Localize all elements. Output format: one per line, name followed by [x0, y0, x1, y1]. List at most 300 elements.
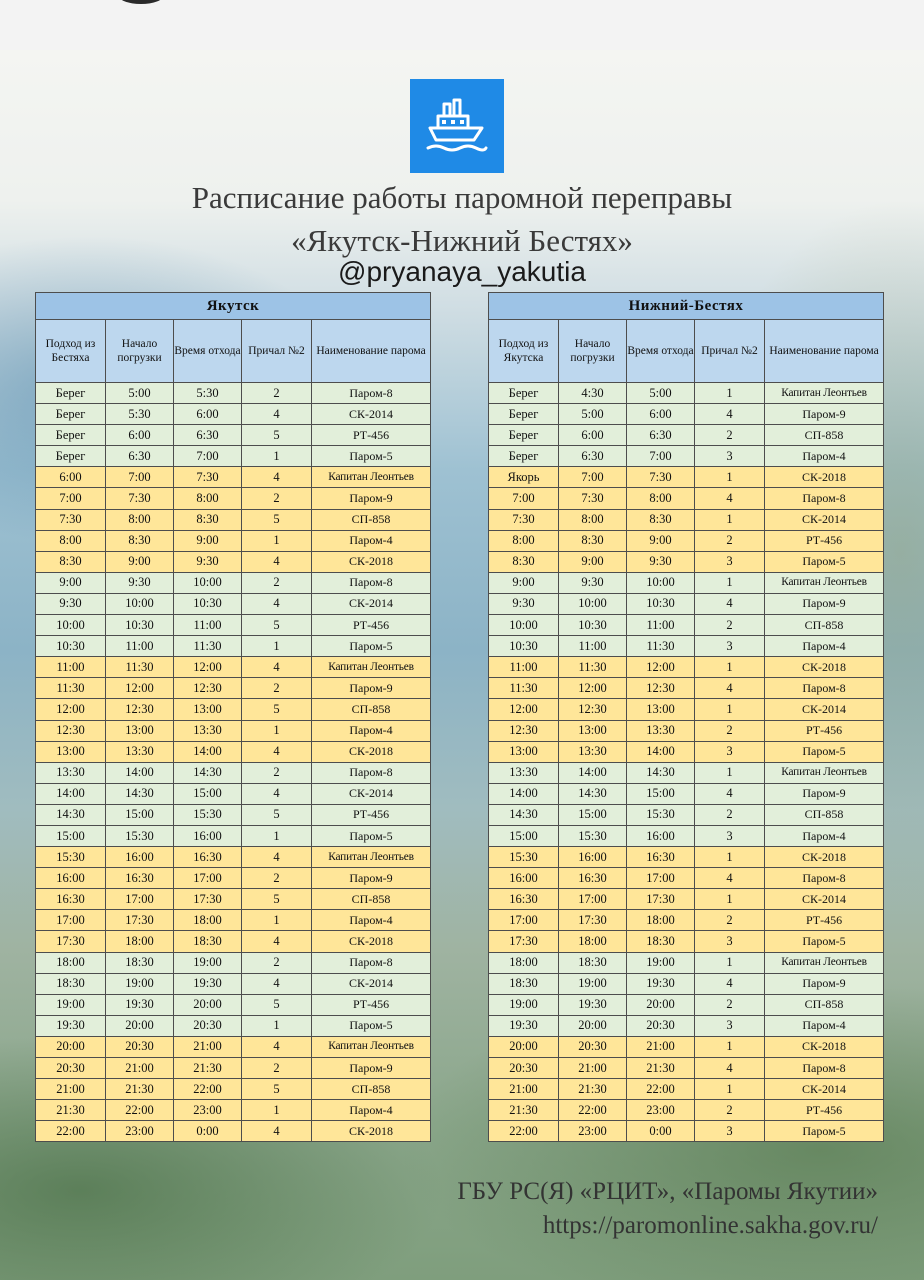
- arrival-cell: 14:00: [489, 783, 559, 804]
- loading-start-cell: 17:30: [106, 910, 174, 931]
- table-row: [489, 741, 884, 762]
- table-row: [36, 509, 431, 530]
- berth-cell: 3: [695, 931, 765, 952]
- berth-cell: 2: [695, 425, 765, 446]
- arrival-cell: 15:00: [36, 825, 106, 846]
- berth-cell: 2: [242, 952, 312, 973]
- ferry-name-cell: Паром-8: [312, 572, 431, 593]
- table-row: [36, 868, 431, 889]
- berth-cell: 4: [242, 1036, 312, 1057]
- arrival-cell: 9:30: [36, 593, 106, 614]
- berth-cell: 4: [242, 847, 312, 868]
- loading-start-cell: 21:00: [106, 1058, 174, 1079]
- arrival-cell: 7:00: [489, 488, 559, 509]
- loading-start-cell: 9:00: [559, 551, 627, 572]
- ferry-name-cell: Паром-8: [312, 762, 431, 783]
- departure-cell: 11:00: [174, 615, 242, 636]
- ferry-name-cell: СП-858: [765, 994, 884, 1015]
- ferry-name-cell: СК-2018: [312, 741, 431, 762]
- berth-cell: 4: [242, 404, 312, 425]
- ferry-name-cell: РТ-456: [765, 530, 884, 551]
- berth-cell: 5: [242, 509, 312, 530]
- departure-cell: 23:00: [174, 1100, 242, 1121]
- loading-start-cell: 19:00: [106, 973, 174, 994]
- ferry-name-cell: СК-2018: [765, 467, 884, 488]
- ferry-name-cell: Паром-9: [765, 593, 884, 614]
- departure-cell: 16:00: [174, 825, 242, 846]
- ferry-name-cell: Паром-9: [765, 783, 884, 804]
- arrival-cell: 10:00: [489, 615, 559, 636]
- departure-cell: 6:00: [627, 404, 695, 425]
- table-row: [36, 1079, 431, 1100]
- berth-cell: 1: [695, 952, 765, 973]
- departure-cell: 17:30: [174, 889, 242, 910]
- table-row: [489, 572, 884, 593]
- loading-start-cell: 19:30: [559, 994, 627, 1015]
- departure-cell: 21:00: [627, 1036, 695, 1057]
- departure-cell: 15:30: [174, 804, 242, 825]
- loading-start-cell: 19:00: [559, 973, 627, 994]
- ferry-name-cell: Капитан Леонтьев: [312, 657, 431, 678]
- departure-cell: 17:30: [627, 889, 695, 910]
- loading-start-cell: 21:30: [559, 1079, 627, 1100]
- berth-cell: 2: [242, 868, 312, 889]
- arrival-cell: 18:00: [36, 952, 106, 973]
- arrival-cell: 10:30: [36, 636, 106, 657]
- berth-cell: 2: [695, 910, 765, 931]
- berth-cell: 4: [695, 1058, 765, 1079]
- ferry-name-cell: СК-2014: [765, 1079, 884, 1100]
- arrival-cell: 14:30: [489, 804, 559, 825]
- arrival-cell: 16:00: [36, 868, 106, 889]
- departure-cell: 22:00: [627, 1079, 695, 1100]
- arrival-cell: 20:30: [36, 1058, 106, 1079]
- ferry-name-cell: Паром-4: [765, 825, 884, 846]
- loading-start-cell: 15:30: [559, 825, 627, 846]
- arrival-cell: 7:30: [489, 509, 559, 530]
- arrival-cell: 16:30: [36, 889, 106, 910]
- ferry-name-cell: Паром-5: [765, 931, 884, 952]
- table-row: [36, 446, 431, 467]
- departure-cell: 11:00: [627, 615, 695, 636]
- loading-start-cell: 12:00: [559, 678, 627, 699]
- ferry-name-cell: СП-858: [765, 615, 884, 636]
- arrival-cell: 6:00: [36, 467, 106, 488]
- table-row: [489, 488, 884, 509]
- table-row: [489, 1121, 884, 1142]
- table-row: [489, 889, 884, 910]
- loading-start-cell: 4:30: [559, 383, 627, 404]
- loading-start-cell: 7:30: [106, 488, 174, 509]
- table-row: [489, 678, 884, 699]
- table-row: [36, 383, 431, 404]
- ferry-name-cell: СК-2014: [765, 699, 884, 720]
- ferry-name-cell: СК-2018: [765, 657, 884, 678]
- departure-cell: 17:00: [627, 868, 695, 889]
- departure-cell: 5:30: [174, 383, 242, 404]
- ferry-name-cell: Паром-8: [312, 383, 431, 404]
- berth-cell: 2: [695, 720, 765, 741]
- berth-cell: 3: [695, 1015, 765, 1036]
- loading-start-cell: 15:00: [559, 804, 627, 825]
- loading-start-cell: 6:30: [106, 446, 174, 467]
- loading-start-cell: 21:30: [106, 1079, 174, 1100]
- table-row: [489, 1100, 884, 1121]
- berth-cell: 1: [695, 572, 765, 593]
- departure-cell: 14:00: [174, 741, 242, 762]
- loading-start-cell: 9:30: [559, 572, 627, 593]
- loading-start-cell: 20:30: [106, 1036, 174, 1057]
- watermark-handle: @pryanaya_yakutia: [338, 256, 586, 287]
- berth-cell: 1: [695, 467, 765, 488]
- departure-cell: 10:30: [174, 593, 242, 614]
- table-row: [36, 404, 431, 425]
- berth-cell: 1: [242, 636, 312, 657]
- departure-cell: 9:30: [627, 551, 695, 572]
- berth-cell: 1: [695, 1079, 765, 1100]
- departure-cell: 21:30: [627, 1058, 695, 1079]
- table-row: [489, 783, 884, 804]
- arrival-cell: 17:00: [489, 910, 559, 931]
- table-row: [36, 741, 431, 762]
- table-row: [36, 804, 431, 825]
- departure-cell: 14:30: [627, 762, 695, 783]
- loading-start-cell: 13:30: [559, 741, 627, 762]
- ferry-name-cell: Паром-4: [765, 636, 884, 657]
- berth-cell: 1: [695, 889, 765, 910]
- arrival-cell: 15:30: [489, 847, 559, 868]
- arrival-cell: 11:30: [489, 678, 559, 699]
- arrival-cell: 18:00: [489, 952, 559, 973]
- table-row: [489, 868, 884, 889]
- berth-cell: 1: [695, 847, 765, 868]
- berth-cell: 1: [242, 530, 312, 551]
- loading-start-cell: 13:00: [559, 720, 627, 741]
- loading-start-cell: 23:00: [106, 1121, 174, 1142]
- loading-start-cell: 18:30: [559, 952, 627, 973]
- arrival-cell: 13:30: [36, 762, 106, 783]
- arrival-cell: Берег: [489, 383, 559, 404]
- table-row: [489, 404, 884, 425]
- table-row: [36, 1015, 431, 1036]
- arrival-cell: 21:00: [36, 1079, 106, 1100]
- departure-cell: 0:00: [627, 1121, 695, 1142]
- table-row: [489, 699, 884, 720]
- ferry-name-cell: СК-2018: [765, 847, 884, 868]
- ferry-name-cell: СП-858: [312, 699, 431, 720]
- table-row: [489, 847, 884, 868]
- berth-cell: 1: [695, 1036, 765, 1057]
- table-row: [489, 615, 884, 636]
- table-row: [489, 804, 884, 825]
- departure-cell: 12:30: [627, 678, 695, 699]
- ferry-name-cell: Паром-9: [765, 973, 884, 994]
- loading-start-cell: 5:00: [106, 383, 174, 404]
- berth-cell: 2: [695, 804, 765, 825]
- loading-start-cell: 20:00: [559, 1015, 627, 1036]
- table-row: [36, 762, 431, 783]
- ferry-name-cell: Паром-5: [765, 551, 884, 572]
- berth-cell: 4: [242, 551, 312, 572]
- loading-start-cell: 6:00: [559, 425, 627, 446]
- berth-cell: 3: [695, 551, 765, 572]
- arrival-cell: 19:00: [489, 994, 559, 1015]
- loading-start-cell: 20:00: [106, 1015, 174, 1036]
- table-row: [489, 383, 884, 404]
- ferry-name-cell: Паром-4: [312, 910, 431, 931]
- loading-start-cell: 16:00: [106, 847, 174, 868]
- ferry-name-cell: СП-858: [765, 804, 884, 825]
- ferry-name-cell: Паром-4: [765, 1015, 884, 1036]
- arrival-cell: 21:00: [489, 1079, 559, 1100]
- column-header: Подход из Якутска: [489, 320, 559, 383]
- berth-cell: 2: [242, 1058, 312, 1079]
- ferry-name-cell: РТ-456: [312, 994, 431, 1015]
- arrival-cell: 12:00: [36, 699, 106, 720]
- ferry-name-cell: Паром-5: [312, 1015, 431, 1036]
- loading-start-cell: 15:30: [106, 825, 174, 846]
- departure-cell: 9:00: [627, 530, 695, 551]
- departure-cell: 8:00: [174, 488, 242, 509]
- ferry-name-cell: СК-2014: [312, 593, 431, 614]
- loading-start-cell: 7:00: [106, 467, 174, 488]
- berth-cell: 1: [695, 699, 765, 720]
- departure-cell: 21:30: [174, 1058, 242, 1079]
- loading-start-cell: 9:00: [106, 551, 174, 572]
- ferry-name-cell: СК-2014: [312, 973, 431, 994]
- loading-start-cell: 7:00: [559, 467, 627, 488]
- berth-cell: 1: [695, 509, 765, 530]
- arrival-cell: 14:30: [36, 804, 106, 825]
- loading-start-cell: 10:00: [559, 593, 627, 614]
- berth-cell: 1: [242, 446, 312, 467]
- arrival-cell: 17:00: [36, 910, 106, 931]
- ferry-name-cell: Паром-8: [765, 678, 884, 699]
- loading-start-cell: 13:00: [106, 720, 174, 741]
- loading-start-cell: 11:30: [106, 657, 174, 678]
- arrival-cell: 16:30: [489, 889, 559, 910]
- arrival-cell: 10:00: [36, 615, 106, 636]
- berth-cell: 2: [242, 678, 312, 699]
- table-row: [489, 720, 884, 741]
- berth-cell: 4: [695, 973, 765, 994]
- footer-url: https://paromonline.sakha.gov.ru/: [542, 1212, 878, 1239]
- departure-cell: 23:00: [627, 1100, 695, 1121]
- departure-cell: 9:30: [174, 551, 242, 572]
- table-row: [489, 530, 884, 551]
- loading-start-cell: 11:00: [106, 636, 174, 657]
- loading-start-cell: 17:00: [559, 889, 627, 910]
- departure-cell: 20:00: [627, 994, 695, 1015]
- table-row: [489, 467, 884, 488]
- column-header: Время отхода: [627, 320, 695, 383]
- arrival-cell: 12:00: [489, 699, 559, 720]
- arrival-cell: 18:30: [36, 973, 106, 994]
- departure-cell: 18:30: [627, 931, 695, 952]
- arrival-cell: 20:30: [489, 1058, 559, 1079]
- ferry-name-cell: СК-2018: [765, 1036, 884, 1057]
- arrival-cell: Берег: [489, 446, 559, 467]
- ferry-logo: [410, 79, 504, 173]
- ferry-name-cell: Капитан Леонтьев: [765, 383, 884, 404]
- berth-cell: 3: [695, 825, 765, 846]
- berth-cell: 1: [695, 657, 765, 678]
- ferry-name-cell: Капитан Леонтьев: [765, 952, 884, 973]
- arrival-cell: 13:00: [489, 741, 559, 762]
- berth-cell: 4: [695, 488, 765, 509]
- table-row: [36, 425, 431, 446]
- berth-cell: 5: [242, 615, 312, 636]
- berth-cell: 4: [695, 678, 765, 699]
- ferry-name-cell: Капитан Леонтьев: [312, 1036, 431, 1057]
- departure-cell: 18:30: [174, 931, 242, 952]
- departure-cell: 12:00: [627, 657, 695, 678]
- ferry-name-cell: РТ-456: [765, 1100, 884, 1121]
- table-row: [36, 615, 431, 636]
- arrival-cell: 21:30: [489, 1100, 559, 1121]
- berth-cell: 5: [242, 994, 312, 1015]
- loading-start-cell: 16:30: [559, 868, 627, 889]
- loading-start-cell: 5:00: [559, 404, 627, 425]
- departure-cell: 14:00: [627, 741, 695, 762]
- ferry-name-cell: РТ-456: [765, 720, 884, 741]
- loading-start-cell: 10:00: [106, 593, 174, 614]
- departure-cell: 11:30: [174, 636, 242, 657]
- table-row: [489, 762, 884, 783]
- loading-start-cell: 13:30: [106, 741, 174, 762]
- arrival-cell: Якорь: [489, 467, 559, 488]
- table-row: [36, 889, 431, 910]
- loading-start-cell: 18:30: [106, 952, 174, 973]
- berth-cell: 2: [242, 488, 312, 509]
- arrival-cell: 13:00: [36, 741, 106, 762]
- ferry-name-cell: Паром-5: [312, 825, 431, 846]
- ferry-name-cell: Паром-4: [765, 446, 884, 467]
- ferry-name-cell: СП-858: [312, 509, 431, 530]
- loading-start-cell: 21:00: [559, 1058, 627, 1079]
- berth-cell: 2: [695, 1100, 765, 1121]
- ferry-name-cell: Паром-8: [765, 1058, 884, 1079]
- table-row: [36, 530, 431, 551]
- departure-cell: 12:30: [174, 678, 242, 699]
- table-row: [489, 593, 884, 614]
- status-indicator: [118, 0, 164, 4]
- column-header: Время отхода: [174, 320, 242, 383]
- arrival-cell: 14:00: [36, 783, 106, 804]
- loading-start-cell: 14:00: [106, 762, 174, 783]
- loading-start-cell: 22:00: [559, 1100, 627, 1121]
- berth-cell: 3: [695, 1121, 765, 1142]
- departure-cell: 0:00: [174, 1121, 242, 1142]
- berth-cell: 4: [695, 868, 765, 889]
- berth-cell: 4: [695, 404, 765, 425]
- arrival-cell: 18:30: [489, 973, 559, 994]
- arrival-cell: 22:00: [489, 1121, 559, 1142]
- berth-cell: 4: [242, 931, 312, 952]
- table-row: [489, 509, 884, 530]
- table-row: [36, 783, 431, 804]
- departure-cell: 16:00: [627, 825, 695, 846]
- departure-cell: 13:30: [627, 720, 695, 741]
- arrival-cell: Берег: [36, 446, 106, 467]
- departure-cell: 19:30: [174, 973, 242, 994]
- nizhny-bestyakh-schedule-table: [488, 292, 884, 1142]
- loading-start-cell: 10:30: [106, 615, 174, 636]
- berth-cell: 4: [695, 593, 765, 614]
- table-city-title: Якутск: [36, 293, 431, 320]
- berth-cell: 2: [242, 383, 312, 404]
- berth-cell: 3: [695, 741, 765, 762]
- loading-start-cell: 10:30: [559, 615, 627, 636]
- arrival-cell: Берег: [489, 425, 559, 446]
- yakutsk-schedule-body: [36, 383, 431, 1142]
- berth-cell: 4: [242, 657, 312, 678]
- ferry-name-cell: Капитан Леонтьев: [312, 467, 431, 488]
- arrival-cell: 22:00: [36, 1121, 106, 1142]
- arrival-cell: 8:00: [36, 530, 106, 551]
- ferry-name-cell: Паром-9: [312, 868, 431, 889]
- ferry-name-cell: СК-2018: [312, 1121, 431, 1142]
- table-row: [36, 657, 431, 678]
- arrival-cell: 9:00: [36, 572, 106, 593]
- table-row: [36, 678, 431, 699]
- departure-cell: 19:00: [627, 952, 695, 973]
- departure-cell: 15:30: [627, 804, 695, 825]
- schedule-poster: [0, 50, 924, 1280]
- departure-cell: 16:30: [627, 847, 695, 868]
- table-city-title: Нижний-Бестях: [489, 293, 884, 320]
- arrival-cell: Берег: [36, 404, 106, 425]
- arrival-cell: 19:30: [36, 1015, 106, 1036]
- berth-cell: 2: [242, 572, 312, 593]
- loading-start-cell: 12:30: [106, 699, 174, 720]
- loading-start-cell: 22:00: [106, 1100, 174, 1121]
- table-row: [36, 973, 431, 994]
- arrival-cell: 8:30: [36, 551, 106, 572]
- loading-start-cell: 18:00: [559, 931, 627, 952]
- arrival-cell: 7:30: [36, 509, 106, 530]
- table-row: [36, 720, 431, 741]
- arrival-cell: 8:00: [489, 530, 559, 551]
- table-row: [489, 657, 884, 678]
- departure-cell: 20:30: [627, 1015, 695, 1036]
- ferry-name-cell: Паром-4: [312, 530, 431, 551]
- berth-cell: 4: [242, 1121, 312, 1142]
- departure-cell: 19:30: [627, 973, 695, 994]
- ferry-name-cell: РТ-456: [312, 804, 431, 825]
- loading-start-cell: 16:00: [559, 847, 627, 868]
- arrival-cell: 21:30: [36, 1100, 106, 1121]
- berth-cell: 1: [242, 825, 312, 846]
- yakutsk-schedule-table: [35, 292, 431, 1142]
- table-row: [36, 593, 431, 614]
- column-header: Наименование парома: [312, 320, 431, 383]
- berth-cell: 2: [242, 762, 312, 783]
- arrival-cell: 11:00: [489, 657, 559, 678]
- table-row: [489, 931, 884, 952]
- departure-cell: 7:30: [174, 467, 242, 488]
- loading-start-cell: 17:30: [559, 910, 627, 931]
- departure-cell: 15:00: [174, 783, 242, 804]
- berth-cell: 1: [242, 910, 312, 931]
- arrival-cell: 12:30: [36, 720, 106, 741]
- departure-cell: 10:00: [174, 572, 242, 593]
- berth-cell: 5: [242, 804, 312, 825]
- page-title: Расписание работы паромной переправы: [191, 180, 733, 215]
- loading-start-cell: 17:00: [106, 889, 174, 910]
- departure-cell: 20:00: [174, 994, 242, 1015]
- departure-cell: 13:00: [174, 699, 242, 720]
